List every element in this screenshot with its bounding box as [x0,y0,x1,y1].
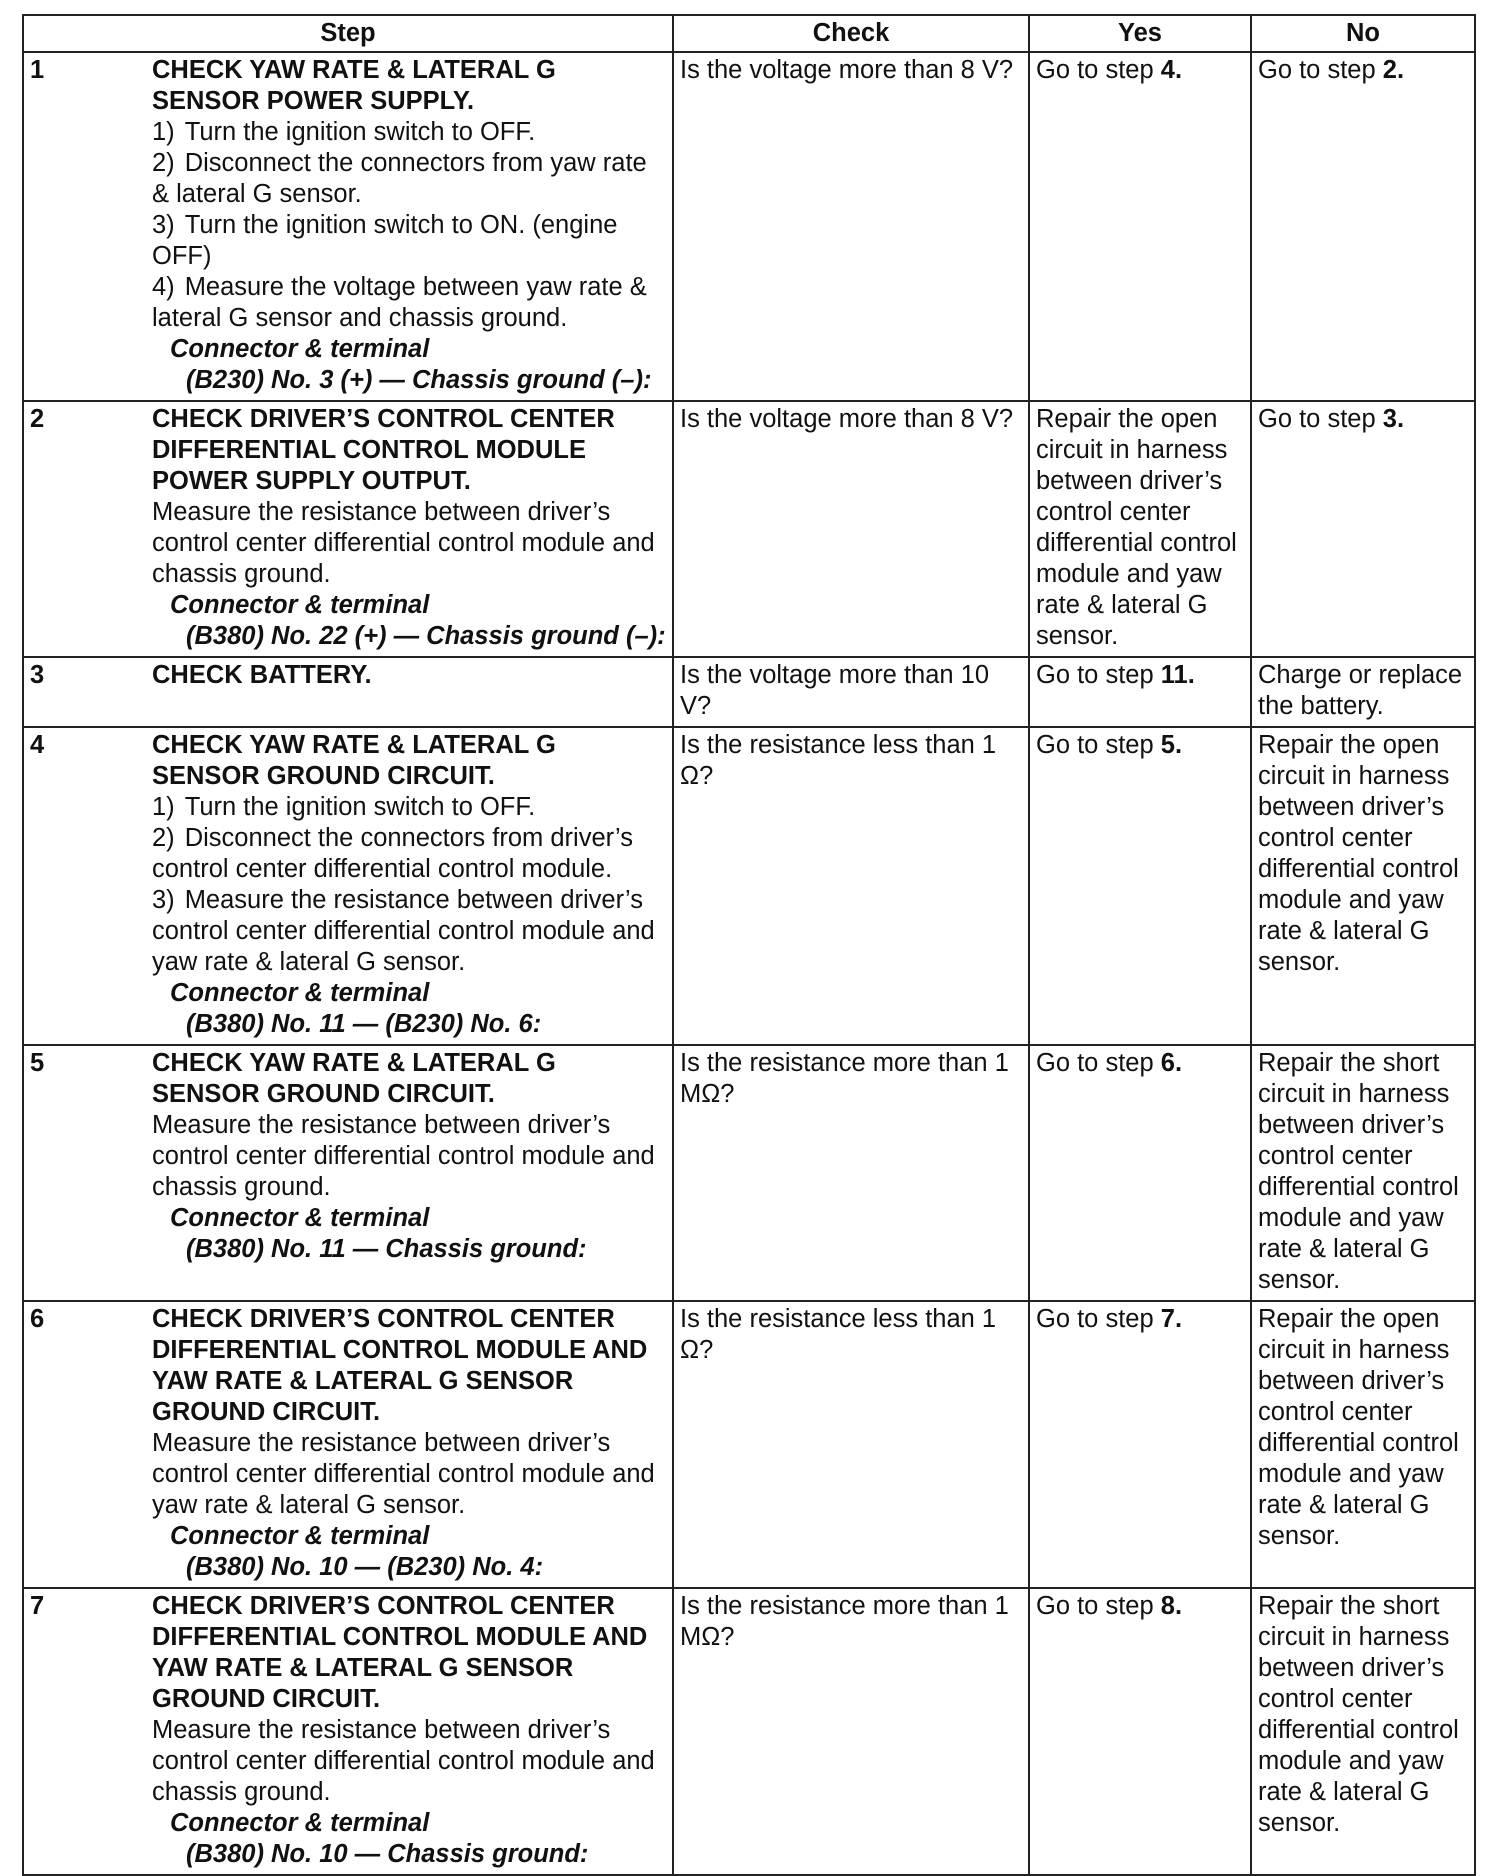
header-row [23,15,1475,52]
connector-terminal: (B380) No. 10 — Chassis ground: [186,1840,589,1868]
step-title: CHECK DRIVER’S CONTROL CENTER DIFFERENTIAL CONTROL MODULE AND YAW RATE & LATERAL G SENSOR GROUND CIRCUIT. [152,1305,648,1426]
step-cell [23,52,673,401]
instruction-number: 4) [152,273,175,301]
table-row [23,657,1475,727]
step-cell [23,727,673,1045]
yes-step-number: 6 [1160,1049,1175,1077]
connector-label: Connector & terminal [170,591,430,619]
step-wrap [30,730,667,1040]
check-cell: Is the resistance less than 1 Ω? [673,1301,1029,1588]
yes-cell [1029,727,1251,1045]
step-cell [23,1588,673,1875]
step-wrap [30,404,667,652]
table-row [23,1301,1475,1588]
connector-terminal: (B230) No. 3 (+) — Chassis ground (–): [186,366,652,394]
connector-label: Connector & terminal [170,335,430,363]
yes-text: Go to step [1036,1592,1161,1620]
no-cell [1251,401,1475,657]
instruction-line [152,272,667,334]
no-text: Repair the open circuit in harness between driver’s control center differential control module and yaw rate & lateral G sensor. [1258,1305,1459,1550]
yes-text: Go to step [1036,731,1161,759]
instruction-text: Measure the voltage between yaw rate & lateral G sensor and chassis ground. [152,273,647,332]
yes-step-number: 8 [1160,1592,1175,1620]
step-title: CHECK YAW RATE & LATERAL G SENSOR GROUND CIRCUIT. [152,1049,556,1108]
instruction-text: Turn the ignition switch to OFF. [184,118,536,146]
yes-cell [1029,1301,1251,1588]
header-yes: Yes [1029,15,1251,52]
table-row [23,52,1475,401]
step-instructions [152,1715,667,1808]
step-cell [23,401,673,657]
step-wrap [30,1591,667,1870]
yes-text: Go to step [1036,1305,1161,1333]
step-number: 1 [30,56,45,84]
check-cell: Is the voltage more than 10 V? [673,657,1029,727]
yes-cell [1029,401,1251,657]
header-check: Check [673,15,1029,52]
instruction-text: Measure the resistance between driver’s control center differential control module and yaw rate & lateral G sensor. [152,1429,655,1519]
step-instructions [152,117,667,334]
yes-cell [1029,1588,1251,1875]
yes-cell [1029,52,1251,401]
connector-terminal: (B380) No. 22 (+) — Chassis ground (–): [186,622,666,650]
table-row [23,1588,1475,1875]
instruction-text: Measure the resistance between driver’s control center differential control module and yaw rate & lateral G sensor. [152,886,655,976]
step-body [152,730,667,1040]
step-cell [23,657,673,727]
instruction-number: 1) [152,793,175,821]
instruction-line [152,1715,667,1808]
no-cell [1251,727,1475,1045]
instruction-line [152,823,667,885]
step-number: 2 [30,405,45,433]
connector-label: Connector & terminal [170,979,430,1007]
instruction-text: Disconnect the connectors from driver’s control center differential control module. [152,824,634,883]
step-number: 3 [30,661,45,689]
instruction-line [152,792,667,823]
step-wrap [30,1048,667,1265]
table-body [23,52,1475,1875]
check-cell: Is the voltage more than 8 V? [673,401,1029,657]
no-text: Repair the short circuit in harness between driver’s control center differential control module and yaw rate & lateral G sensor. [1258,1049,1459,1294]
step-instructions [152,1110,667,1203]
yes-period: . [1187,661,1195,689]
table-row [23,1045,1475,1301]
connector-terminal: (B380) No. 10 — (B230) No. 4: [186,1553,544,1581]
yes-period: . [1174,1592,1183,1620]
table-header [23,15,1475,52]
no-step-number: 3 [1382,405,1397,433]
yes-period: . [1174,731,1183,759]
no-cell [1251,657,1475,727]
instruction-number: 3) [152,211,175,239]
header-no: No [1251,15,1475,52]
step-body [152,404,667,652]
yes-text: Go to step [1036,56,1161,84]
table-row [23,727,1475,1045]
instruction-text: Measure the resistance between driver’s control center differential control module and chassis ground. [152,498,655,588]
connector-label: Connector & terminal [170,1204,430,1232]
step-number: 5 [30,1049,45,1077]
instruction-line [152,1428,667,1521]
connector-label: Connector & terminal [170,1522,430,1550]
yes-step-number: 7 [1160,1305,1175,1333]
no-text: Charge or replace the battery. [1258,661,1463,720]
no-text: Go to step [1258,405,1383,433]
no-cell [1251,52,1475,401]
check-cell: Is the resistance more than 1 MΩ? [673,1045,1029,1301]
step-body [152,1591,667,1870]
yes-step-number: 4 [1160,56,1175,84]
connector-terminal: (B380) No. 11 — (B230) No. 6: [186,1010,542,1038]
yes-step-number: 5 [1160,731,1175,759]
no-text: Go to step [1258,56,1383,84]
no-period: . [1396,56,1405,84]
step-title: CHECK DRIVER’S CONTROL CENTER DIFFERENTIAL CONTROL MODULE POWER SUPPLY OUTPUT. [152,405,615,495]
step-title: CHECK BATTERY. [152,661,372,689]
step-body [152,55,667,396]
step-cell [23,1301,673,1588]
check-cell: Is the resistance less than 1 Ω? [673,727,1029,1045]
instruction-text: Disconnect the connectors from yaw rate & lateral G sensor. [152,149,647,208]
yes-period: . [1174,1049,1183,1077]
instruction-number: 2) [152,824,175,852]
instruction-text: Measure the resistance between driver’s control center differential control module and chassis ground. [152,1111,655,1201]
yes-text: Repair the open circuit in harness between driver’s control center differential control module and yaw rate & lateral G sensor. [1036,405,1237,650]
step-cell [23,1045,673,1301]
no-text: Repair the short circuit in harness between driver’s control center differential control module and yaw rate & lateral G sensor. [1258,1592,1459,1837]
step-instructions [152,792,667,978]
yes-text: Go to step [1036,661,1161,689]
instruction-text: Turn the ignition switch to ON. (engine OFF) [152,211,618,270]
step-wrap [30,660,667,691]
step-wrap [30,1304,667,1583]
step-instructions [152,497,667,590]
step-title: CHECK YAW RATE & LATERAL G SENSOR GROUND CIRCUIT. [152,731,556,790]
no-cell [1251,1588,1475,1875]
instruction-line [152,117,667,148]
connector-terminal: (B380) No. 11 — Chassis ground: [186,1235,587,1263]
step-title: CHECK DRIVER’S CONTROL CENTER DIFFERENTIAL CONTROL MODULE AND YAW RATE & LATERAL G SENSOR GROUND CIRCUIT. [152,1592,648,1713]
step-number: 6 [30,1305,45,1333]
instruction-line [152,210,667,272]
no-step-number: 2 [1382,56,1397,84]
instruction-line [152,148,667,210]
instruction-text: Measure the resistance between driver’s control center differential control module and chassis ground. [152,1716,655,1806]
diagnostic-table [22,14,1476,1876]
instruction-number: 2) [152,149,175,177]
step-title: CHECK YAW RATE & LATERAL G SENSOR POWER SUPPLY. [152,56,556,115]
header-step: Step [23,15,673,52]
yes-period: . [1174,56,1183,84]
no-text: Repair the open circuit in harness between driver’s control center differential control module and yaw rate & lateral G sensor. [1258,731,1459,976]
step-body [152,1304,667,1583]
yes-period: . [1174,1305,1183,1333]
instruction-line [152,497,667,590]
instruction-line [152,1110,667,1203]
check-cell: Is the resistance more than 1 MΩ? [673,1588,1029,1875]
yes-text: Go to step [1036,1049,1161,1077]
table-row [23,401,1475,657]
yes-step-number: 11 [1160,661,1188,689]
no-cell [1251,1301,1475,1588]
step-body [152,1048,667,1265]
instruction-text: Turn the ignition switch to OFF. [184,793,536,821]
step-instructions [152,1428,667,1521]
connector-label: Connector & terminal [170,1809,430,1837]
instruction-line [152,885,667,978]
step-number: 4 [30,731,45,759]
step-number: 7 [30,1592,45,1620]
step-wrap [30,55,667,396]
yes-cell [1029,1045,1251,1301]
no-period: . [1396,405,1405,433]
yes-cell [1029,657,1251,727]
instruction-number: 1) [152,118,175,146]
no-cell [1251,1045,1475,1301]
instruction-number: 3) [152,886,175,914]
step-body [152,660,667,691]
check-cell: Is the voltage more than 8 V? [673,52,1029,401]
